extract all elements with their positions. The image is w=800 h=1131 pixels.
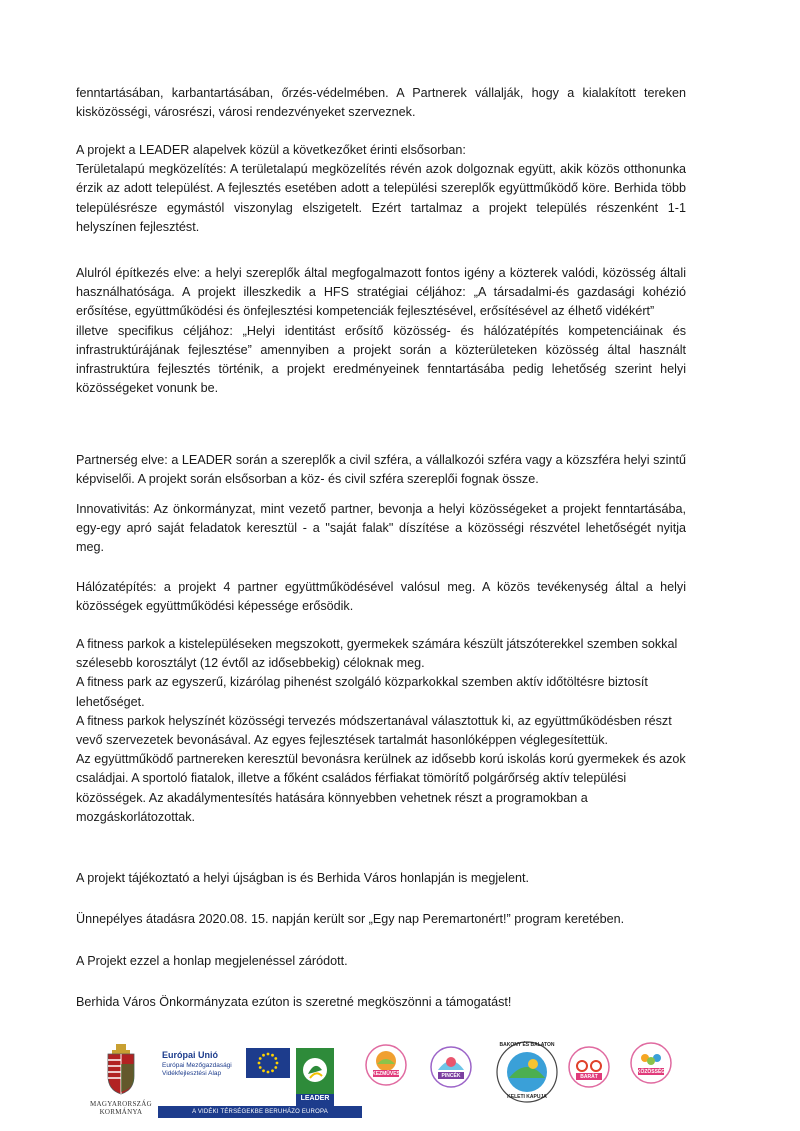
paragraph-closing: A Projekt ezzel a honlap megjelenéssel záródott. bbox=[76, 954, 348, 968]
paragraph-thanks: Berhida Város Önkormányzata ezúton is szeretné megköszönni a támogatást! bbox=[76, 995, 512, 1009]
paragraph-innovation: Innovativitás: Az önkormányzat, mint vezető partner, bevonja a helyi közösségeket a projekt fenntartásába, egy-egy apró saját feladatok keresztül - a "saját falak" díszítése a közösségi részvétel lehetőségét nyitja meg. bbox=[76, 502, 686, 555]
logo-strip bbox=[0, 1038, 800, 1131]
eu-banner: A VIDÉKI TÉRSÉGEKBE BERUHÁZÓ EURÓPA bbox=[158, 1106, 362, 1118]
badge-cellars: PINCÉK bbox=[430, 1046, 472, 1088]
eu-fund-logo: Európai Unió Európai Mezőgazdasági Vidékfejlesztési Alap A VIDÉKI TÉRSÉGEKBE BERUHÁZÓ EURÓPA bbox=[158, 1048, 290, 1120]
badge-handicraft: KEZMŰVES bbox=[365, 1044, 407, 1086]
paragraph-leader-principles: A projekt a LEADER alapelvek közül a következőket érinti elsősorban: Területalapú megközelítés: A területalapú megközelítés révén azok dolgoznak együtt, akik közös otthonunka érzik az adott települést. A fejlesztés esetében adott a települési szereplők együttműködő köre. Berhida több településrésze egymástól viszonylag elszigetelt. Ezért tartalmaz a projekt település részenként 1-1 helyszínen fejlesztést. bbox=[76, 143, 686, 234]
paragraph-bottom-up: Alulról építkezés elve: a helyi szereplők által megfogalmazott fontos igény a közterek valódi, közösség általi használhatósága. A projekt illeszkedik a HFS stratégiai céljához: „A társadalmi-és gazdasági kohézió erősítése, együttműködési és önfejlesztési kompetenciák fejlesztésével, erősítésével az élhető vidékért” illetve specifikus céljához: „Helyi identitást erősítő közösség- és hálózatépítés kompetenciáinak és infrastruktúrájának fejlesztése” amennyiben a projekt során a közterületeken közösség által használt infrastruktúra fejlesztés történik, a projekt eredményeinek fenntartásába pedig lehetőség szerint helyi közösségeket vonunk be. bbox=[76, 266, 686, 396]
badge-community: KÖZÖSSÉG bbox=[630, 1042, 672, 1084]
badge-cyclist-friendly: BARÁT bbox=[568, 1046, 610, 1088]
paragraph-maintenance: fenntartásában, karbantartásában, őrzés-védelmében. A Partnerek vállalják, hogy a kialakított tereken kisközösségi, városrészi, városi rendezvényeket szerveznek. bbox=[76, 86, 686, 120]
badge-bakony-balaton: BAKONY ÉS BALATON KELETI KAPUJA bbox=[495, 1040, 559, 1104]
hungarian-government-logo bbox=[88, 1042, 154, 1126]
gov-label: MAGYARORSZÁG KORMÁNYA bbox=[90, 1100, 152, 1116]
eu-flag-icon bbox=[246, 1048, 290, 1078]
paragraph-publicity: A projekt tájékoztató a helyi újságban is és Berhida Város honlapján is megjelent. bbox=[76, 871, 529, 885]
coat-of-arms-icon bbox=[88, 1042, 154, 1098]
paragraph-partnership: Partnerség elve: a LEADER során a szereplők a civil szféra, a vállalkozói szféra vagy a közszféra helyi szintű képviselői. A projekt során elsősorban a köz- és civil szféra szereplői fognak össze. bbox=[76, 453, 686, 487]
paragraph-fitness-parks: A fitness parkok a kistelepüléseken megszokott, gyermekek számára készült játszóterekkel szemben sokkal szélesebb korosztályt (12 évtől az idősebbekig) céloknak meg. A fitness park az egyszerű, kizárólag pihenést szolgáló közparkokkal szemben aktív időtöltésre biztosít lehetőséget. A fitness parkok helyszínét közösségi tervezés módszertanával választottuk ki, az együttműködésben részt vevő szervezetek bevonásával. Az egyes fejlesztések tartalmát hasonlóképpen véglegesítettük. Az együttműködő partnereken keresztül bevonásra kerülnek az idősebb korú iskolás korú gyermekek és azok családjai. A sportoló fiatalok, illetve a főként családos férfiakat tömörítő polgárőrség aktív települési közösségek. Az akadálymentesítés hatására könnyebben vehetnek részt a programokban a mozgáskorlátozottak. bbox=[76, 637, 686, 824]
paragraph-handover: Ünnepélyes átadásra 2020.08. 15. napján került sor „Egy nap Peremartonért!” program keretében. bbox=[76, 912, 625, 926]
leader-logo: LEADER bbox=[296, 1048, 334, 1108]
paragraph-networking: Hálózatépítés: a projekt 4 partner együttműködésével valósul meg. A közös tevékenység által a helyi közösségek együttműködési képessége erősödik. bbox=[76, 580, 686, 614]
